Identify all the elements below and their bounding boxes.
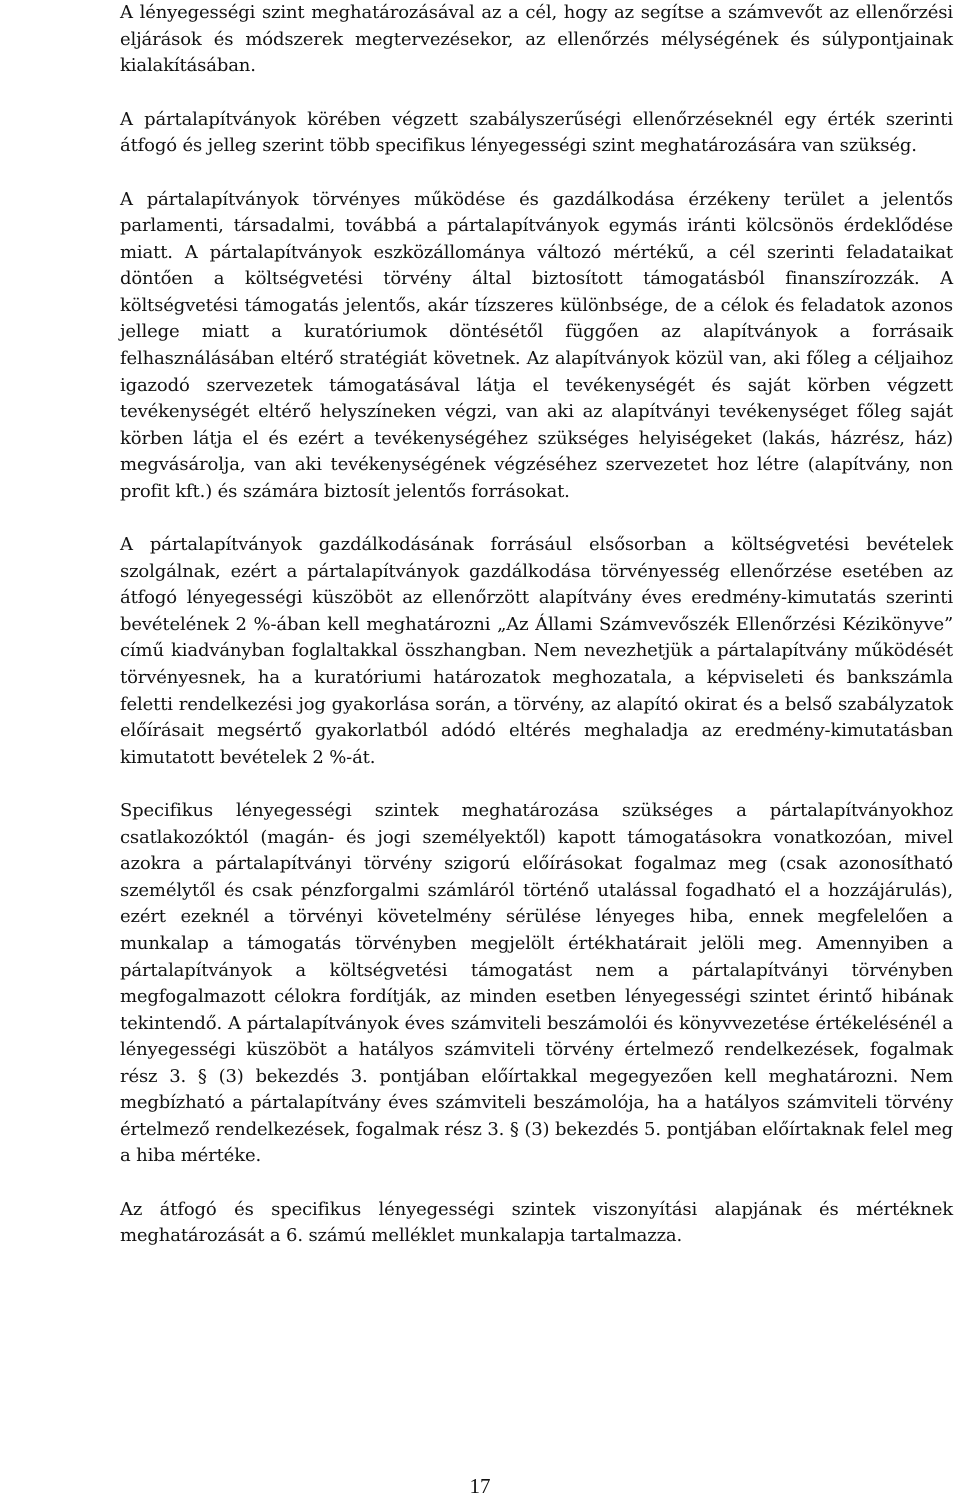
paragraph-overall-threshold: A pártalapítványok gazdálkodásának forrásául elsősorban a költségvetési bevételek szolgálnak, ezért a pártalapítványok gazdálkodása törvényesség ellenőrzése esetében az átfogó lényegességi küszöböt az ellenőrzött alapítvány éves eredmény-kimutatás szerinti bevételének 2 %-ában kell meghatározni „Az Állami Számvevőszék Ellenőrzési Kézikönyve” című kiadványban foglaltakkal összhangban. Nem nevezhetjük a pártalapítvány működését törvényesnek, ha a kuratóriumi határozatok meghozatala, a képviseleti és bankszámla feletti rendelkezési jog gyakorlása során, a törvény, az alapító okirat és a belső szabályzatok előírásait megsértő gyakorlatból adódó eltérés meghaladja az eredmény-kimutatásban kimutatott bevételek 2 %-át. (120, 534, 953, 768)
paragraph-materiality-purpose: A lényegességi szint meghatározásával az a cél, hogy az segítse a számvevőt az ellenőrzési eljárások és módszerek megtervezésekor, az ellenőrzés mélységének és súlypontjainak kialakításában. (120, 2, 953, 77)
paragraph-specific-levels: Specifikus lényegességi szintek meghatározása szükséges a pártalapítványokhoz csatlakozóktól (magán- és jogi személyektől) kapott támogatásokra vonatkozóan, mivel azokra a pártalapítványi törvény szigorú előírásokat fogalmaz meg (csak azonosítható személytől és csak pénzforgalmi számláról történő utalással fogadható el a hozzájárulás), ezért ezeknél a törvényi követelmény sérülése lényeges hiba, ennek megfelelően a munkalap a támogatás törvényben megjelölt értékhatárait jelöli meg. Amennyiben a pártalapítványok a költségvetési támogatást nem a pártalapítványi törvényben megfogalmazott célokra fordítják, az minden esetben lényegességi szintet érintő hibának tekintendő. A pártalapítványok éves számviteli beszámolói és könyvvezetése értékelésénél a lényegességi küszöböt a hatályos számviteli törvény értelmező rendelkezések, fogalmak rész 3. § (3) bekezdés 3. pontjában előírtakkal megegyezően kell meghatározni. Nem megbízható a pártalapítvány éves számviteli beszámolója, ha a hatályos számviteli törvény értelmező rendelkezések, fogalmak rész 3. § (3) bekezdés 5. pontjában előírtaknak felel meg a hiba mértéke. (120, 800, 953, 1167)
document-body (120, 0, 953, 1277)
paragraph-lawful-operation: A pártalapítványok törvényes működése és gazdálkodása érzékeny terület a jelentős parlamenti, társadalmi, továbbá a pártalapítványok egymás iránti kölcsönös érdeklődése miatt. A pártalapítványok eszközállománya változó mértékű, a cél szerinti feladataikat döntően a költségvetési törvény által biztosított támogatásból finanszírozzák. A költségvetési támogatás jelentős, akár tízszeres különbsége, de a célok és feladatok azonos jellege miatt a kuratóriumok döntésétől függően az alapítványok a forrásaik felhasználásában eltérő stratégiát követnek. Az alapítványok közül van, aki főleg a céljaihoz igazodó szervezetek támogatásával látja el tevékenységét és saját körben végzett tevékenységét eltérő helyszíneken végzi, van aki az alapítványi tevékenységet főleg saját körben látja el és ezért a tevékenységéhez szükséges helyiségeket (lakás, házrész, ház) megvásárolja, van aki tevékenységének végzéséhez szervezetet hoz létre (alapítvány, non profit kft.) és számára biztosít jelentős forrásokat. (120, 188, 953, 502)
page-number: 17 (469, 1474, 491, 1498)
paragraph-materiality-levels: A pártalapítványok körében végzett szabályszerűségi ellenőrzéseknél egy érték szerinti átfogó és jelleg szerint több specifikus lényegességi szint meghatározására van szükség. (120, 108, 953, 157)
paragraph-annex-reference: Az átfogó és specifikus lényegességi szintek viszonyítási alapjának és mértéknek meghatározását a 6. számú melléklet munkalapja tartalmazza. (120, 1198, 953, 1247)
